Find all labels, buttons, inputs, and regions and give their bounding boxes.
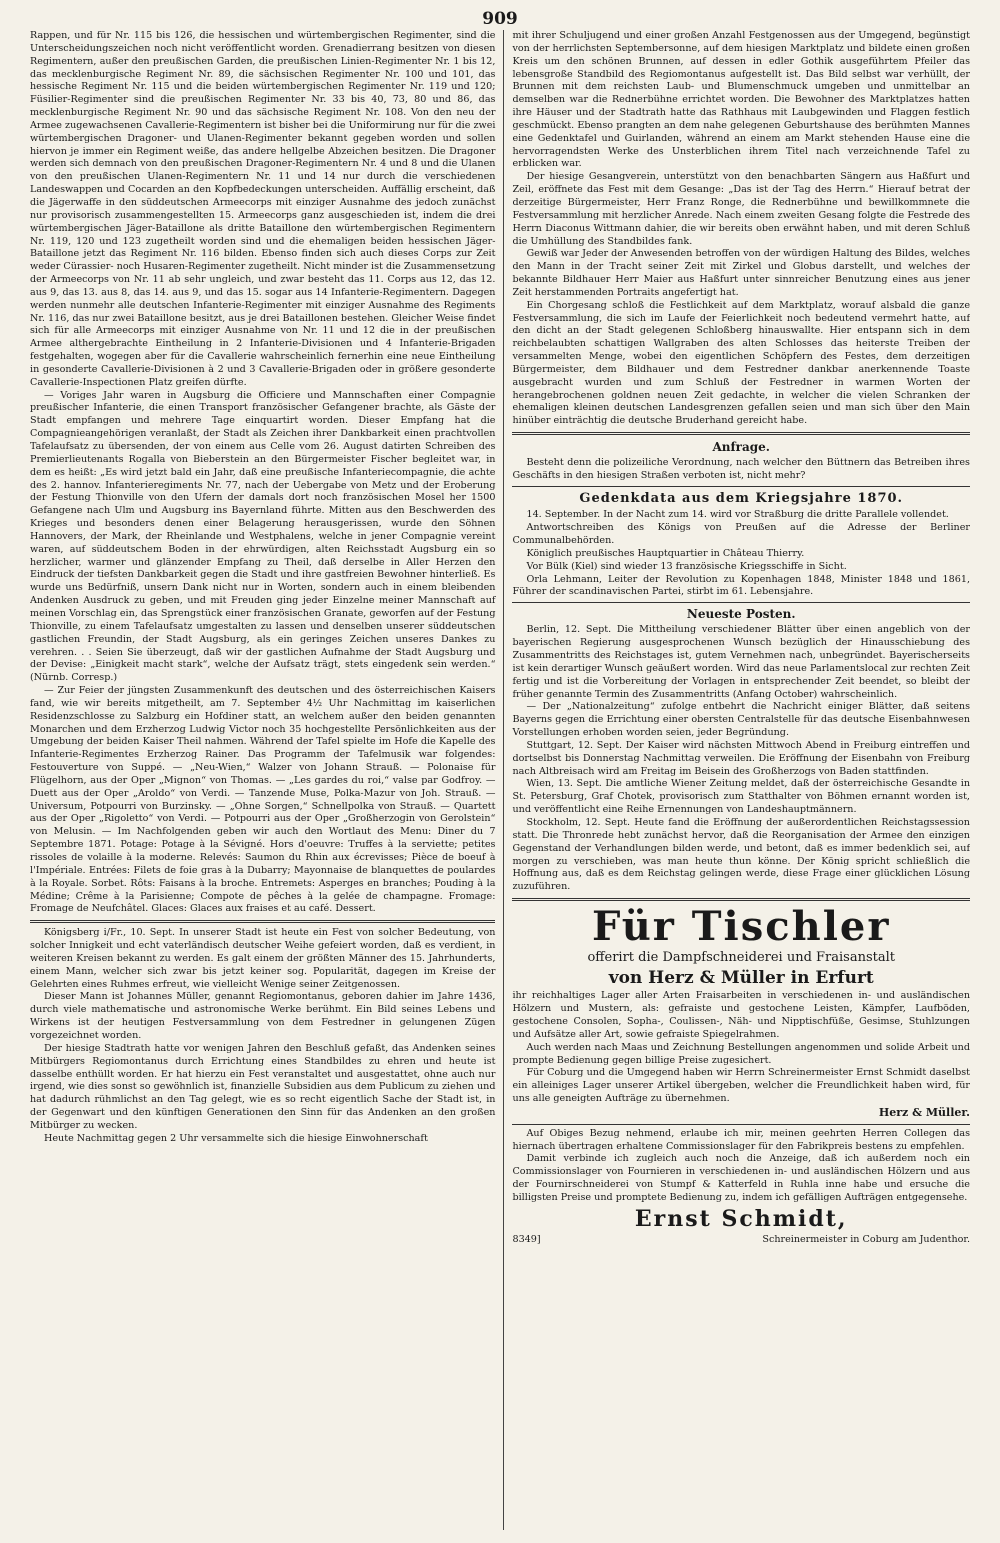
gedenkdata-item: Königlich preußisches Hauptquartier in Château Thierry. <box>526 547 805 559</box>
ad-address: Schreinermeister in Coburg am Judenthor. <box>762 1234 970 1246</box>
section-divider <box>512 898 970 901</box>
gedenkdata-item: Orla Lehmann, Leiter der Revolution zu Kopenhagen 1848, Minister 1848 und 1861, Führer der scandinavischen Partei, stirbt im 61. Lebensjahre. <box>512 573 970 598</box>
article-stadtrath: Der hiesige Stadtrath hatte vor wenigen Jahren den Beschluß gefaßt, das Andenken seines Mitbürgers Regiomontanus durch Errichtung eines Standbildes zu ehren und heute ist dasselbe enthüllt worden. Er hat hierzu ein Fest veranstaltet und ausgestattet, ohne auch nur irgend, wie dies sonst so gewöhnlich ist, finanzielle Subsidien aus dem Publicum zu ziehen und hat dadurch rühmlichst an den Tag gelegt, wie es so recht eigentlich Sache der Stadt ist, in der Gegenwart und den künftigen Generationen den Sinn für das Andenken an den großen Mitbürger zu wecken. <box>30 1042 496 1131</box>
ad-body: ihr reichhaltiges Lager aller Arten Fraisarbeiten in verschiedenen in- und ausländischen Hölzern und Mustern, als: gefraiste und gestochene Leisten, Kämpfer, Laufböden, gestochene Consolen, Sopha-, Coulissen-, Näh- und Nipptischfüße, Gesimse, Stuhlzungen und Aufsätze aller Art, sowie gefraiste Spiegelrahmen. <box>512 990 970 1040</box>
news-wien: Wien, 13. Sept. Die amtliche Wiener Zeitung meldet, daß der österreichische Gesandte in St. Petersburg, Graf Chotek, provisorisch zum Statthalter von Böhmen ernannt worden ist, und veröffentlicht eine Reihe Ernennungen von Landeshauptmännern. <box>512 778 970 816</box>
section-divider <box>512 432 970 435</box>
ad-body: Damit verbinde ich zugleich auch noch die Anzeige, daß ich außerdem noch ein Commissionslager von Fournieren in verschiedenen in- und ausländischen Hölzern und aus der Fournirschneiderei von Stumpf & Katterfeld in Ruhla inne habe und ersuche die billigsten Preise und promptete Bedienung zu, indem ich gefälligen Aufträgen entgegensehe. <box>512 1153 970 1203</box>
news-berlin: Berlin, 12. Sept. Die Mittheilung verschiedener Blätter über einen angeblich von der bayerischen Regierung ausgesprochenen Wunsch bezüglich der Hinausschiebung des Zusammentritts des Reichstages ist, gutem Vernehmen nach, unbegründet. Bayerischerseits ist kein derartiger Wunsch geäußert worden. Wird das neue Parlamentslocal zur rechten Zeit fertig und ist die Vorbereitung der Vorlagen in entsprechender Zeit beendet, so bleibt der früher genannte Termin des Zusammentritts (Anfang October) wahrscheinlich. <box>512 624 970 700</box>
article-augsburg: — Voriges Jahr waren in Augsburg die Officiere und Mannschaften einer Compagnie preußischer Infanterie, die einen Transport französischer Gefangener brachte, als Gäste der Stadt empfangen und mehrere Tage einquartirt worden. Dieser Empfang hat die Compagnieangehörigen veranlaßt, der Stadt als Zeichen ihrer Dankbarkeit einen prachtvollen Tafelaufsatz zu übersenden, der von einem aus Celle vom 26. August datirten Schreiben des Premierlieutenants Rogalla von Bieberstein an den Bürgermeister Fischer begleitet war, in dem es heißt: „Es wird jetzt bald ein Jahr, daß eine preußische Infanteriecompagnie, die achte des 2. hannov. Infanterieregiments Nr. 77, nach der Uebergabe von Metz und der Eroberung der Festung Thionville von den Ufern der damals dort noch französischen Mosel her 1500 Gefangene nach Ulm und Augsburg ins Bayernland führte. Mitten aus den Beschwerden des Krieges und besonders denen einer Belagerung herausgerissen, wurde den Söhnen Hannovers, der Mark, der Rheinlande und Westphalens, welche in jener Compagnie vereint waren, auf süddeutschem Boden in der ehrwürdigen, alten Reichsstadt Augsburg ein so herzlicher, warmer und glänzender Empfang zu Theil, daß derselbe in Aller Herzen den Eindruck der tiefsten Dankbarkeit gegen die Stadt und ihre gastfreien Bewohner hinterließ. Es wurde uns Bedürfniß, unsern Dank nicht nur in Worten, sondern auch in einem bleibenden Andenken Ausdruck zu geben, und mit Freuden ging jeder Einzelne meiner Mannschaft auf meinen Vorschlag ein, das Sprengstück einer französischen Granate, geworfen auf der Festung Thionville, zu einem Tafelaufsatz umgestalten zu lassen und denselben unserer süddeutschen gastlichen Freundin, der Stadt Augsburg, als ein geringes Zeichen unseres Dankes zu verehren. . . Seien Sie überzeugt, daß wir der gastlichen Aufnahme der Stadt Augsburg und der Devise: „Einigkeit macht stark“, welche der Aufsatz trägt, stets eingedenk sein werden.“ (Nürnb. Corresp.) <box>30 389 496 684</box>
article-gesangverein: Der hiesige Gesangverein, unterstützt von den benachbarten Sängern aus Haßfurt und Zeil, eröffnete das Fest mit dem Gesange: „Das ist der Tag des Herrn.“ Hierauf betrat der derzeitige Bürgermeister, Herr Franz Ronge, die Rednerbühne und bewillkommnete die Festversammlung mit herzlicher Anrede. Nach einem zweiten Gesang folgte die Festrede des Herrn Diaconus Wittmann dahier, die wir bereits oben erwähnt haben, und mit deren Schluß die Umhüllung des Standbildes fank. <box>512 171 970 247</box>
right-column <box>504 30 970 1530</box>
article-chorgesang: Ein Chorgesang schloß die Festlichkeit auf dem Marktplatz, worauf alsbald die ganze Festversammlung, die sich im Laufe der Feierlichkeit noch bedeutend vermehrt hatte, auf den dicht an der Stadt gelegenen Schloßberg hinauswallte. Hier entspann sich in dem reichbelaubten schattigen Wallgraben des alten Schlosses das heiterste Treiben der versammelten Menge, wobei den eigentlichen Schöpfern des Festes, dem derzeitigen Bürgermeister, dem Bildhauer und dem Festredner dankbar anerkennende Toaste ausgebracht wurden und zum Schluß der Festredner in warmen Worten der herangebrochenen goldnen neuen Zeit gedachte, in welcher die vielen Schranken der ehemaligen kleinen deutschen Landesgrenzen gefallen seien und man sich über den Main hinüber einträchtig die deutsche Bruderhand gereicht habe. <box>512 299 970 427</box>
left-column <box>30 30 504 1530</box>
article-regiments: Rappen, und für Nr. 115 bis 126, die hessischen und würtembergischen Regimenter, sind die Unterscheidungszeichen noch nicht veröffentlicht worden. Grenadierrang besitzen von diesen Regimentern, außer den preußischen Garden, die preußischen Linien-Regimenter Nr. 1 bis 12, das mecklenburgische Regiment Nr. 89, die sächsischen Regimenter Nr. 100 und 101, das hessische Regiment Nr. 115 und die beiden würtembergischen Regimenter Nr. 119 und 120; Füsilier-Regimenter sind die preußischen Regimenter Nr. 33 bis 40, 73, 80 und 86, das mecklenburgische Regiment Nr. 90 und das sächsische Regiment Nr. 108. Von den neu der Armee zugewachsenen Cavallerie-Regimentern ist bisher bei die Uniformirung nur für die zwei würtembergischen Dragoner- und Ulanen-Regimenter bekannt gegeben worden und sollen hiervon je immer ein Regiment weiße, das andere hellgelbe Abzeichen besitzen. Die Dragoner werden sich demnach von den preußischen Dragoner-Regimentern Nr. 4 und 8 und die Ulanen von den preußischen Ulanen-Regimentern Nr. 11 und 14 nur durch die verschiedenen Landeswappen und Cocarden an den Kopfbedeckungen unterscheiden. Auffällig erscheint, daß die Jägerwaffe in den süddeutschen Armeecorps mit einziger Ausnahme des jedoch zunächst nur provisorisch zusammengestellten 15. Armeecorps ganz ausgeschieden ist, indem die drei würtembergischen Jäger-Bataillone als dritte Bataillone den würtembergischen Regimentern Nr. 119, 120 und 123 zugetheilt worden sind und die ehemaligen beiden hessischen Jäger-Bataillone jetzt das Regiment Nr. 116 bilden. Ebenso finden sich auch dieses Corps zur Zeit weder Cürassier- noch Husaren-Regimenter zugetheilt. Nicht minder ist die Zusammensetzung der Armeecorps von Nr. 11 ab sehr ungleich, und zwar besteht das 11. Corps aus 12, das 12. aus 9, das 13. aus 8, das 14. aus 9, und das 15. sogar aus 14 Infanterie-Regimentern. Dagegen werden nunmehr alle deutschen Infanterie-Regimenter mit einziger Ausnahme des Regiments Nr. 116, das nur zwei Bataillone besitzt, aus je drei Bataillonen bestehen. Gleicher Weise findet sich für alle Armeecorps mit einziger Ausnahme von Nr. 11 und 12 die in der preußischen Armee althergebrachte Eintheilung in 2 Infanterie-Divisionen und 4 Infanterie-Brigaden festgehalten, wogegen aber für die Cavallerie wahrscheinlich fernerhin eine neue Eintheilung in gesonderte Cavallerie-Divisionen à 2 und 3 Cavallerie-Brigaden oder in größere gesonderte Cavallerie-Inspectionen Platz greifen dürfte. <box>30 30 496 388</box>
ad-body: Auch werden nach Maas und Zeichnung Bestellungen angenommen und solide Arbeit und prompte Bedienung gegen billige Preise zugesichert. <box>512 1041 970 1066</box>
gedenkdata-item: Vor Bülk (Kiel) sind wieder 13 französische Kriegsschiffe in Sicht. <box>526 560 847 572</box>
article-bild: Gewiß war Jeder der Anwesenden betroffen von der würdigen Haltung des Bildes, welches den Mann in der Tracht seiner Zeit mit Zirkel und Globus darstellt, und welches der bekannte Bildhauer Herr Maier aus Haßfurt unter sinnreicher Benutzung eines aus jener Zeit herstammenden Portraits angefertigt hat. <box>512 248 970 298</box>
ad-company: von Herz & Müller in Erfurt <box>608 967 874 988</box>
ad-title: Für Tischler <box>592 903 891 951</box>
article-koenigsberg: Königsberg i/Fr., 10. Sept. In unserer Stadt ist heute ein Fest von solcher Bedeutung, von solcher Innigkeit und echt vaterländisch deutscher Weihe gefeiert worden, daß es verdient, in weiteren Kreisen bekannt zu werden. Es galt einem der größten Männer des 15. Jahrhunderts, einem Mann, welcher sich zwar bis jetzt keiner sog. Popularität, dagegen im Kreise der Gelehrten eines Ruhmes erfreut, wie vielleicht Wenige seiner Zeitgenossen. <box>30 927 496 990</box>
ad-signature-name: Ernst Schmidt, <box>634 1205 848 1232</box>
ad-subtitle: offerirt die Dampfschneiderei und Fraisanstalt <box>587 950 896 966</box>
columns <box>30 30 970 1530</box>
article-marktplatz: mit ihrer Schuljugend und einer großen Anzahl Festgenossen aus der Umgegend, begünstigt von der herrlichsten Septembersonne, auf dem hiesigen Marktplatz und bildete einen großen Kreis um den schönen Brunnen, auf dessen in edler Gothik ausgeführtem Pfeiler das lebensgroße Standbild des Regiomontanus aufgestellt ist. Das Bild selbst war verhüllt, der Brunnen mit dem reichsten Laub- und Blumenschmuck umgeben und unmittelbar an demselben war die Rednerbühne errichtet worden. Die Bewohner des Marktplatzes hatten ihre Häuser und der Stadtrath hatte das Rathhaus mit Laubgewinden und Flaggen festlich geschmückt. Ebenso prangten an dem nahe gelegenen Geburtshause des berühmten Mannes eine Gedenktafel und Guirlanden, während an einem am Markt stehenden Hause eine die hervorragendsten Werke des Unsterblichen ihrem Titel nach verzeichnende Tafel zu erblicken war. <box>512 30 970 170</box>
news-stuttgart: Stuttgart, 12. Sept. Der Kaiser wird nächsten Mittwoch Abend in Freiburg eintreffen und dortselbst bis Donnerstag Nachmittag verweilen. Die Eröffnung der Eisenbahn von Freiburg nach Altbreisach wird am Freitag im Beisein des Großherzogs von Baden stattfinden. <box>512 739 970 777</box>
gedenkdata-heading: Gedenkdata aus dem Kriegsjahre 1870. <box>579 490 904 506</box>
neueste-posten-heading: Neueste Posten. <box>686 607 796 622</box>
ad-reference: 8349] <box>512 1234 541 1246</box>
article-regiomontanus: Dieser Mann ist Johannes Müller, genannt Regiomontanus, geboren dahier im Jahre 1436, durch viele mathematische und astronomische Werke berühmt. Ein Bild seines Lebens und Wirkens ist der heutigen Festversammlung von dem Festredner in gelungenen Zügen vorgezeichnet worden. <box>30 991 496 1041</box>
article-nachmittag: Heute Nachmittag gegen 2 Uhr versammelte sich die hiesige Einwohnerschaft <box>44 1132 428 1144</box>
ad-body: Auf Obiges Bezug nehmend, erlaube ich mir, meinen geehrten Herren Collegen das hiernach übertragen erhaltene Commissionslager für den Fabrikpreis bestens zu empfehlen. <box>512 1127 970 1152</box>
section-divider <box>512 486 970 487</box>
article-salzburg-diner: — Zur Feier der jüngsten Zusammenkunft des deutschen und des österreichischen Kaisers fand, wie wir bereits mitgetheilt, am 7. September 4½ Uhr Nachmittag im kaiserlichen Residenzschlosse zu Salzburg ein Hofdiner statt, an welchem außer den beiden genannten Monarchen und dem Erzherzog Ludwig Victor noch 35 hochgestellte Persönlichkeiten aus der Umgebung der beiden Kaiser Theil nahmen. Während der Tafel spielte im Hofe die Kapelle des Infanterie-Regimentes Erzherzog Rainer. Das Programm der Tafelmusik war folgendes: Festouverture von Suppé. — „Neu-Wien,“ Walzer von Johann Strauß. — Polonaise für Flügelhorn, aus der Oper „Mignon“ von Thomas. — „Les gardes du roi,“ valse par Godfroy. — Duett aus der Oper „Aroldo“ von Verdi. — Tanzende Muse, Polka-Mazur von Joh. Strauß. — Universum, Potpourri von Burzinsky. — „Ohne Sorgen,“ Schnellpolka von Strauß. — Quartett aus der Oper „Rigoletto“ von Verdi. — Potpourri aus der Oper „Großherzogin von Gerolstein“ von Melusin. — Im Nachfolgenden geben wir auch den Wortlaut des Menu: Diner du 7 Septembre 1871. Potage: Potage à la Sévigné. Hors d'oeuvre: Truffes à la serviette; petites rissoles de volaille à la moderne. Relevés: Saumon du Rhin aux écrevisses; Pièce de boeuf à l'Impériale. Entrées: Filets de foie gras à la Dubarry; Mayonnaise de blanquettes de poulardes à la Royale. Sorbet. Rôts: Faisans à la broche. Entremets: Asperges en branches; Pouding à la Médine; Crême à la Parisienne; Compote de pêches à la gelée de champagne. Fromage: Fromage de Neufchâtel. Glaces: Glaces aux fraises et au café. Dessert. <box>30 685 496 915</box>
ad-body: Für Coburg und die Umgegend haben wir Herrn Schreinermeister Ernst Schmidt daselbst ein alleiniges Lager unserer Artikel übergeben, welcher die Freundlichkeit haben wird, für uns alle geneigten Aufträge zu übernehmen. <box>512 1067 970 1105</box>
anfrage-heading: Anfrage. <box>712 440 770 455</box>
page-number: 909 <box>482 9 518 29</box>
section-divider <box>512 602 970 603</box>
gedenkdata-item: 14. September. In der Nacht zum 14. wird vor Straßburg die dritte Parallele vollendet. <box>526 509 949 521</box>
ad-signature: Herz & Müller. <box>878 1105 970 1119</box>
ad-footer <box>512 1234 970 1247</box>
news-stockholm: Stockholm, 12. Sept. Heute fand die Eröffnung der außerordentlichen Reichstagssession statt. Die Thronrede hebt zunächst hervor, daß die Reorganisation der Armee den einzigen Gegenstand der Verhandlungen bilden werde, und betont, daß es immer bedenklich sei, auf morgen zu verschieben, was man heute thun könne. Der König spricht schließlich die Hoffnung aus, daß es dem Reichstag gelingen werde, diese Frage einer glücklichen Lösung zuzuführen. <box>512 816 970 893</box>
anfrage-text: Besteht denn die polizeiliche Verordnung, nach welcher den Büttnern das Betreiben ihres Geschäfts in den hiesigen Straßen verboten ist, nicht mehr? <box>512 457 970 482</box>
ad-divider <box>512 1124 970 1125</box>
gedenkdata-item: Antwortschreiben des Königs von Preußen auf die Adresse der Berliner Communalbehörden. <box>512 522 970 547</box>
news-berlin-2: — Der „Nationalzeitung“ zufolge entbehrt die Nachricht einiger Blätter, daß seitens Bayerns gegen die Errichtung einer obersten Centralstelle für das deutsche Eisenbahnwesen Vorstellungen erhoben worden seien, jeder Begründung. <box>512 701 970 739</box>
section-divider <box>30 920 495 923</box>
advertisement <box>512 905 970 1247</box>
